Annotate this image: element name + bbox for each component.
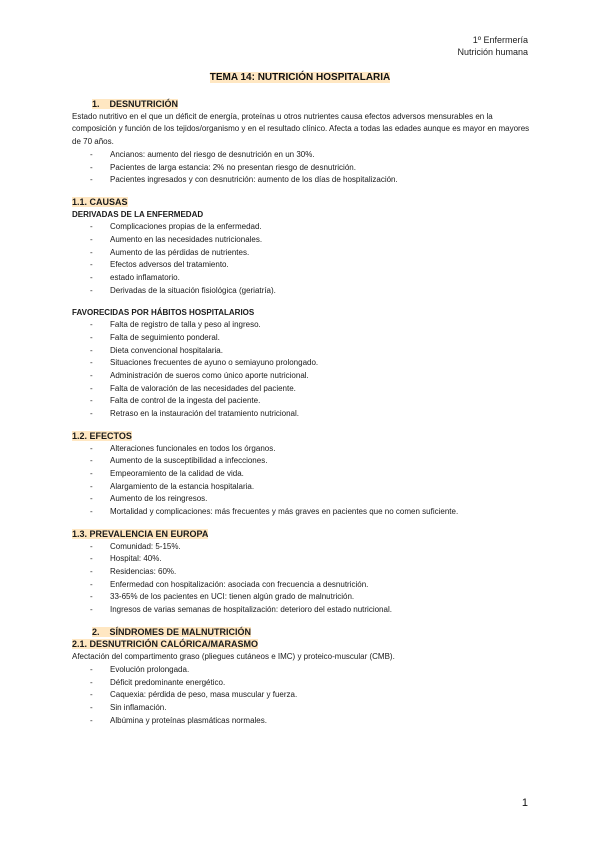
list-item: - Administración de sueros como único aporte nutricional. (90, 371, 309, 381)
list-item: - Ancianos: aumento del riesgo de desnutrición en un 30%. (90, 149, 315, 159)
list-item: - Mortalidad y complicaciones: más frecuentes y más graves en pacientes que no comen suficiente. (90, 507, 459, 517)
list-item: - Pacientes de larga estancia: 2% no presentan riesgo de desnutrición. (90, 162, 356, 172)
paragraph: Estado nutritivo en el que un déficit de energía, proteínas u otros nutrientes causa efectos adversos mensurables en la composición y función de los tejidos/organismo y en el resultado clínico. Afecta a todas las edades aunque es mayor en mayores de 70 años. (72, 111, 530, 147)
subsection-heading-causas: 1.1. CAUSAS (72, 196, 128, 207)
bullet-list (72, 319, 532, 421)
list-item: - Dieta convencional hospitalaria. (90, 345, 223, 355)
list-item: - Albúmina y proteínas plasmáticas normales. (90, 715, 267, 725)
list-item: - Residencias: 60%. (90, 566, 177, 576)
list-item: - Empeoramiento de la calidad de vida. (90, 468, 244, 478)
list-item: - Situaciones frecuentes de ayuno o semiayuno prolongado. (90, 358, 319, 368)
header-course: 1º Enfermería (472, 35, 528, 45)
list-item: - estado inflamatorio. (90, 273, 180, 283)
header-subject: Nutrición humana (457, 47, 528, 57)
subheading-favorecidas: FAVORECIDAS POR HÁBITOS HOSPITALARIOS (72, 307, 255, 317)
list-item: - Falta de registro de talla y peso al ingreso. (90, 320, 261, 330)
list-item: - Caquexia: pérdida de peso, masa muscular y fuerza. (90, 690, 298, 700)
list-item: - 33-65% de los pacientes en UCI: tienen algún grado de malnutrición. (90, 592, 355, 602)
section-number: 2. (92, 626, 100, 637)
list-item: - Alteraciones funcionales en todos los órganos. (90, 443, 276, 453)
section-title: SÍNDROMES DE MALNUTRICIÓN (109, 626, 252, 637)
bullet-list (72, 541, 532, 617)
paragraph: Afectación del compartimento graso (pliegues cutáneos e IMC) y proteico-muscular (CMB). (72, 652, 395, 662)
list-item: - Aumento de las pérdidas de nutrientes. (90, 247, 250, 257)
page-title (0, 72, 600, 83)
bullet-list (72, 664, 532, 728)
bullet-list (72, 221, 532, 297)
list-item: - Falta de seguimiento ponderal. (90, 332, 220, 342)
page-title-text: TEMA 14: NUTRICIÓN HOSPITALARIA (209, 72, 391, 83)
list-item: - Falta de valoración de las necesidades del paciente. (90, 383, 296, 393)
list-item: - Alargamiento de la estancia hospitalaria. (90, 481, 255, 491)
bullet-list (72, 443, 532, 519)
section-number: 1. (92, 99, 100, 109)
list-item: - Derivadas de la situación fisiológica (geriatría). (90, 285, 276, 295)
document-header (457, 34, 528, 58)
list-item: - Enfermedad con hospitalización: asociada con frecuencia a desnutrición. (90, 579, 369, 589)
list-item: - Sin inflamación. (90, 702, 167, 712)
list-item: - Complicaciones propias de la enfermedad. (90, 222, 262, 232)
subsection-heading-marasmo: 2.1. DESNUTRICIÓN CALÓRICA/MARASMO (72, 639, 259, 650)
list-item: - Hospital: 40%. (90, 554, 162, 564)
section-heading-sindromes (92, 626, 532, 639)
list-item: - Pacientes ingresados y con desnutrición: aumento de los días de hospitalización. (90, 175, 398, 185)
list-item: - Aumento de la susceptibilidad a infecciones. (90, 456, 268, 466)
subsection-heading-efectos: 1.2. EFECTOS (72, 430, 132, 441)
section-heading-desnutricion (92, 98, 532, 111)
list-item: - Comunidad: 5-15%. (90, 541, 181, 551)
list-item: - Retraso en la instauración del tratamiento nutricional. (90, 409, 299, 419)
section-title: DESNUTRICIÓN (109, 99, 179, 109)
subsection-heading-prevalencia: 1.3. PREVALENCIA EN EUROPA (72, 528, 209, 539)
page-number: 1 (521, 797, 528, 809)
list-item: - Evolución prolongada. (90, 664, 190, 674)
list-item: - Falta de control de la ingesta del paciente. (90, 396, 261, 406)
list-item: - Déficit predominante energético. (90, 677, 226, 687)
document-body (72, 98, 532, 727)
list-item: - Aumento en las necesidades nutricionales. (90, 235, 263, 245)
subheading-derivadas: DERIVADAS DE LA ENFERMEDAD (72, 209, 204, 219)
bullet-list (72, 149, 532, 187)
list-item: - Ingresos de varias semanas de hospitalización: deterioro del estado nutricional. (90, 605, 392, 615)
list-item: - Efectos adversos del tratamiento. (90, 260, 229, 270)
list-item: - Aumento de los reingresos. (90, 494, 208, 504)
